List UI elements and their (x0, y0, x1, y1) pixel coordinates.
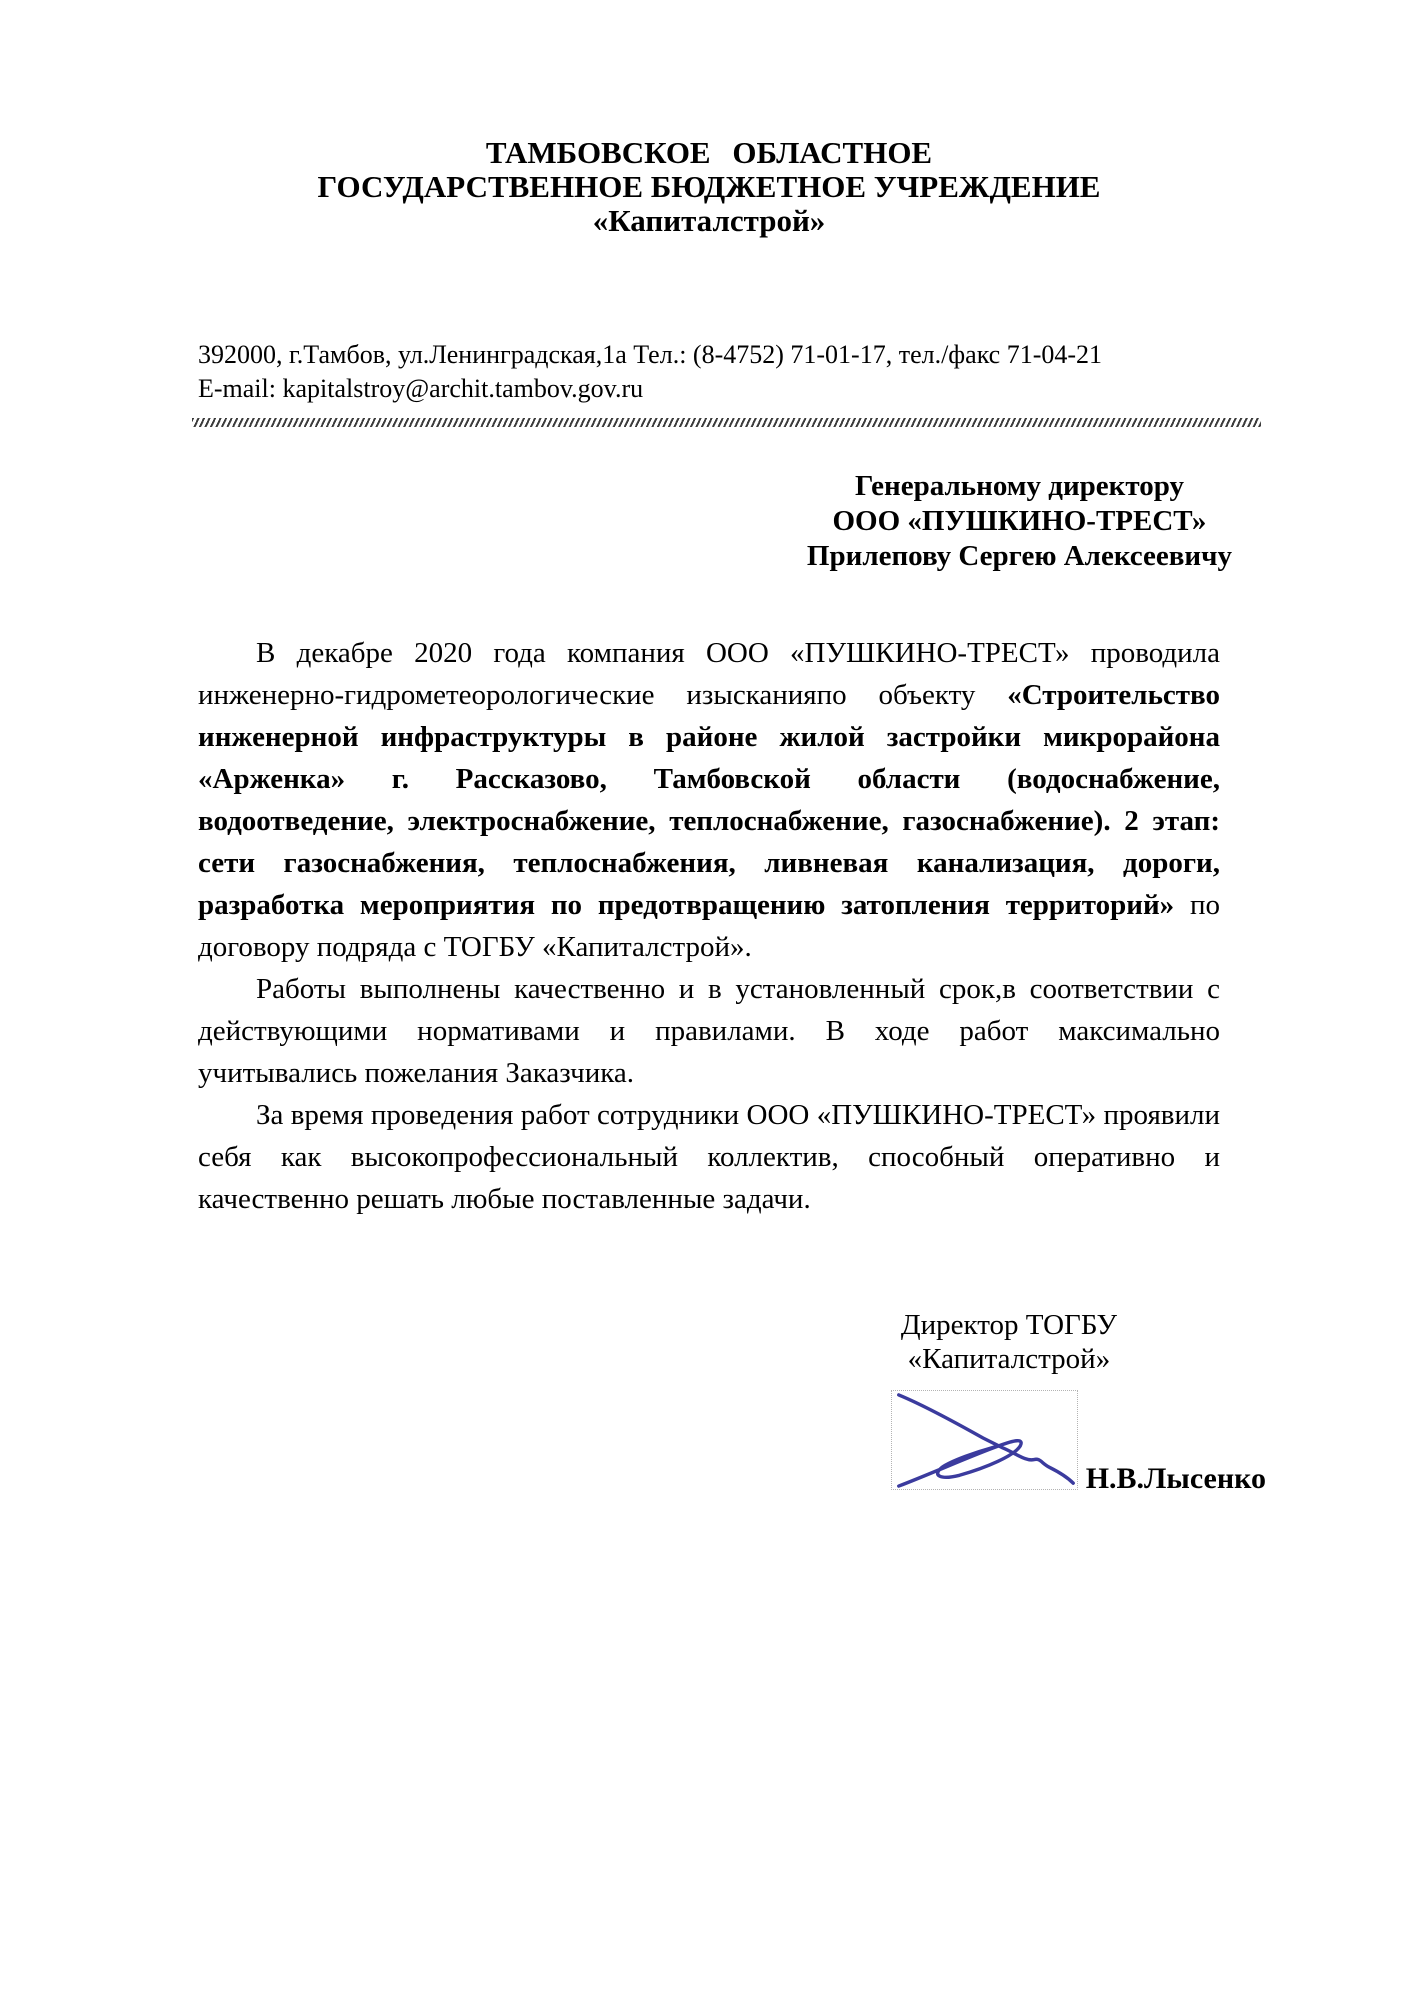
bold-text-run: «Строительство инженерной инфраструктуры в районе жилой застройки микрорайона «Арженка» г. Рассказово, Тамбовской области (водоснабжение, водоотведение, электроснабжение, теплоснабжение, газоснабжение). 2 этап: сети газоснабжения, теплоснабжения, ливневая канализация, дороги, разработка мероприятия по предотвращению затопления территорий» (198, 679, 1220, 921)
paragraph (198, 1094, 1220, 1220)
signature-area (198, 1308, 1266, 1495)
address-phone-line: 392000, г.Тамбов, ул.Ленинградская,1а Тел.: (8-4752) 71-01-17, тел./факс 71-04-21 (198, 340, 1103, 369)
signer-title (901, 1308, 1117, 1376)
signer-title-line2: «Капиталстрой» (907, 1343, 1111, 1375)
letter-body (198, 632, 1220, 1220)
signer-title-line1: Директор ТОГБУ (900, 1309, 1117, 1341)
signature-row (198, 1390, 1266, 1495)
signature-image-box (891, 1390, 1078, 1490)
signer-name: Н.В.Лысенко (1085, 1462, 1266, 1495)
org-name-line3: «Капиталстрой» (592, 203, 826, 238)
text-run: За время проведения работ сотрудники ООО «ПУШКИНО-ТРЕСТ» проявили себя как высокопрофессиональный коллектив, способный оперативно и качественно решать любые поставленные задачи. (198, 1099, 1220, 1215)
org-header (198, 0, 1220, 238)
text-run: по договору подряда с ТОГБУ «Капиталстрой». (198, 889, 1220, 963)
contact-block (198, 338, 1220, 406)
recipient-person: Прилепову Сергею Алексеевичу (806, 540, 1232, 572)
recipient-position: Генеральному директору (854, 470, 1184, 502)
paragraph (198, 632, 1220, 968)
text-run: В декабре 2020 года компания ООО «ПУШКИНО-ТРЕСТ» проводила инженерно-гидрометеорологические изысканияпо объекту (198, 637, 1220, 711)
paragraph (198, 968, 1220, 1094)
hatched-divider (192, 418, 1261, 427)
recipient-company: ООО «ПУШКИНО-ТРЕСТ» (832, 505, 1207, 537)
text-run: Работы выполнены качественно и в установленный срок,в соответствии с действующими нормативами и правилами. В ходе работ максимально учитывались пожелания Заказчика. (198, 973, 1220, 1089)
signature-scribble (892, 1391, 1077, 1489)
recipient-block (807, 469, 1232, 574)
org-name-line1: ТАМБОВСКОЕ ОБЛАСТНОЕ (485, 135, 933, 170)
org-name-line2: ГОСУДАРСТВЕННОЕ БЮДЖЕТНОЕ УЧРЕЖДЕНИЕ (317, 169, 1101, 204)
email-line: E-mail: kapitalstroy@archit.tambov.gov.ru (198, 374, 644, 403)
